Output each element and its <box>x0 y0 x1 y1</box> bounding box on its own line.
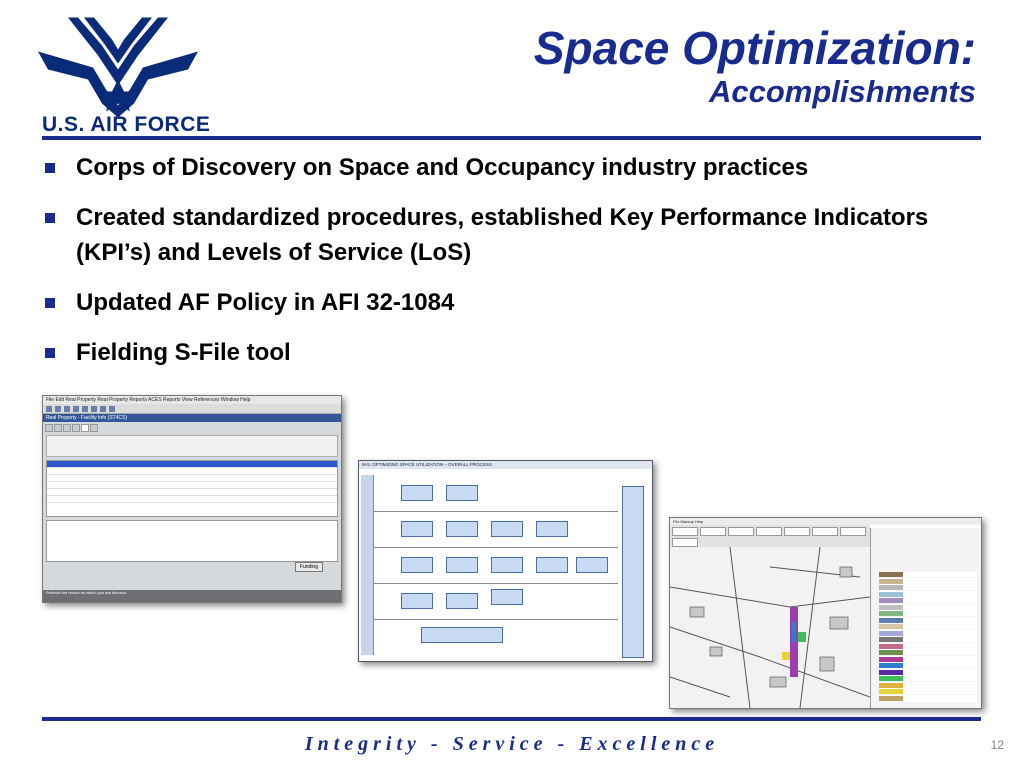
toolbar-icon <box>64 406 70 412</box>
swimlane <box>361 583 618 620</box>
grid-row <box>47 475 337 482</box>
process-step <box>491 521 523 537</box>
grid-row <box>47 468 337 475</box>
grid-row <box>47 482 337 489</box>
header-divider <box>42 136 981 140</box>
map-tool-button <box>728 527 754 536</box>
process-step <box>401 593 433 609</box>
toolbar-icon <box>82 406 88 412</box>
app-tab <box>54 424 62 432</box>
bullet-list <box>42 150 962 385</box>
grid-row <box>47 489 337 496</box>
slide-subtitle: Accomplishments <box>708 74 976 109</box>
map-tool-button <box>784 527 810 536</box>
swimlane-header <box>361 547 374 583</box>
map-tool-button <box>672 538 698 547</box>
grid-row <box>47 461 337 468</box>
app-tab-active <box>81 424 89 432</box>
app-menubar: File Edit Real Property Real Property Reports ACES Reports View References Window Help <box>43 396 341 404</box>
bullet-item <box>42 200 962 270</box>
toolbar-icon <box>91 406 97 412</box>
map-tool-button <box>700 527 726 536</box>
legend-row <box>879 696 977 703</box>
tenant-grid <box>46 520 338 562</box>
process-diagram-title: M-5: OPTIMIZING SPACE UTILIZATION – OVERALL PROCESS <box>359 461 652 469</box>
map-menubar: File Markup Help <box>670 518 981 525</box>
base-map <box>670 547 870 708</box>
real-property-app-screenshot <box>42 395 342 603</box>
process-step <box>421 627 503 643</box>
process-step <box>446 593 478 609</box>
process-step <box>446 557 478 573</box>
process-final-step <box>622 486 644 658</box>
bullet-text: Fielding S-File tool <box>76 339 291 366</box>
map-tool-button <box>812 527 838 536</box>
footer-divider <box>42 717 981 721</box>
bullet-square-icon <box>45 348 55 358</box>
swimlane <box>361 547 618 584</box>
swimlane-header <box>361 619 374 655</box>
swimlane <box>361 475 618 512</box>
app-status-bar: Reflects the record on which you are focused. <box>43 590 341 602</box>
app-tab <box>90 424 98 432</box>
facility-header-panel <box>46 435 338 457</box>
swimlane-header <box>361 511 374 547</box>
category-code-grid <box>46 460 338 517</box>
map-tool-button <box>756 527 782 536</box>
grid-row <box>47 496 337 503</box>
space-type-panel <box>870 528 981 708</box>
process-step <box>401 485 433 501</box>
bullet-text: Updated AF Policy in AFI 32-1084 <box>76 289 455 316</box>
slide-title-block <box>534 22 976 110</box>
process-step <box>446 521 478 537</box>
process-step <box>491 589 523 605</box>
app-toolbar <box>43 404 341 414</box>
slide-title: Space Optimization: <box>533 22 976 74</box>
bullet-text: Created standardized procedures, established Key Performance Indicators (KPI’s) and Levels of Service (LoS) <box>76 204 929 266</box>
process-step <box>446 485 478 501</box>
bullet-square-icon <box>45 298 55 308</box>
bullet-square-icon <box>45 163 55 173</box>
process-diagram-screenshot <box>358 460 653 662</box>
swimlane <box>361 619 618 655</box>
funding-button: Funding <box>295 562 323 572</box>
swimlane-header <box>361 475 374 511</box>
process-step <box>536 521 568 537</box>
bullet-text: Corps of Discovery on Space and Occupancy industry practices <box>76 154 809 181</box>
app-tab <box>45 424 53 432</box>
process-step <box>576 557 608 573</box>
app-window-title: Real Property - Facility Info (ST4CS) <box>43 414 341 422</box>
page-number: 12 <box>990 738 1004 752</box>
bullet-item <box>42 335 962 370</box>
swimlane <box>361 511 618 548</box>
toolbar-icon <box>109 406 115 412</box>
process-step <box>401 521 433 537</box>
toolbar-icon <box>100 406 106 412</box>
map-tool-button <box>840 527 866 536</box>
footer-motto: Integrity - Service - Excellence <box>304 733 720 755</box>
process-step <box>401 557 433 573</box>
toolbar-icon <box>46 406 52 412</box>
bullet-square-icon <box>45 213 55 223</box>
swimlane-header <box>361 583 374 619</box>
map-tool-button <box>672 527 698 536</box>
toolbar-icon <box>55 406 61 412</box>
process-step <box>491 557 523 573</box>
app-tabs <box>43 424 341 432</box>
bullet-item <box>42 150 962 185</box>
app-tab <box>63 424 71 432</box>
logo-wordmark: U.S. AIR FORCE <box>42 113 211 136</box>
bullet-item <box>42 285 962 320</box>
toolbar-icon <box>73 406 79 412</box>
process-step <box>536 557 568 573</box>
sfile-map-screenshot <box>669 517 982 709</box>
app-tab <box>72 424 80 432</box>
space-type-legend <box>879 572 977 702</box>
